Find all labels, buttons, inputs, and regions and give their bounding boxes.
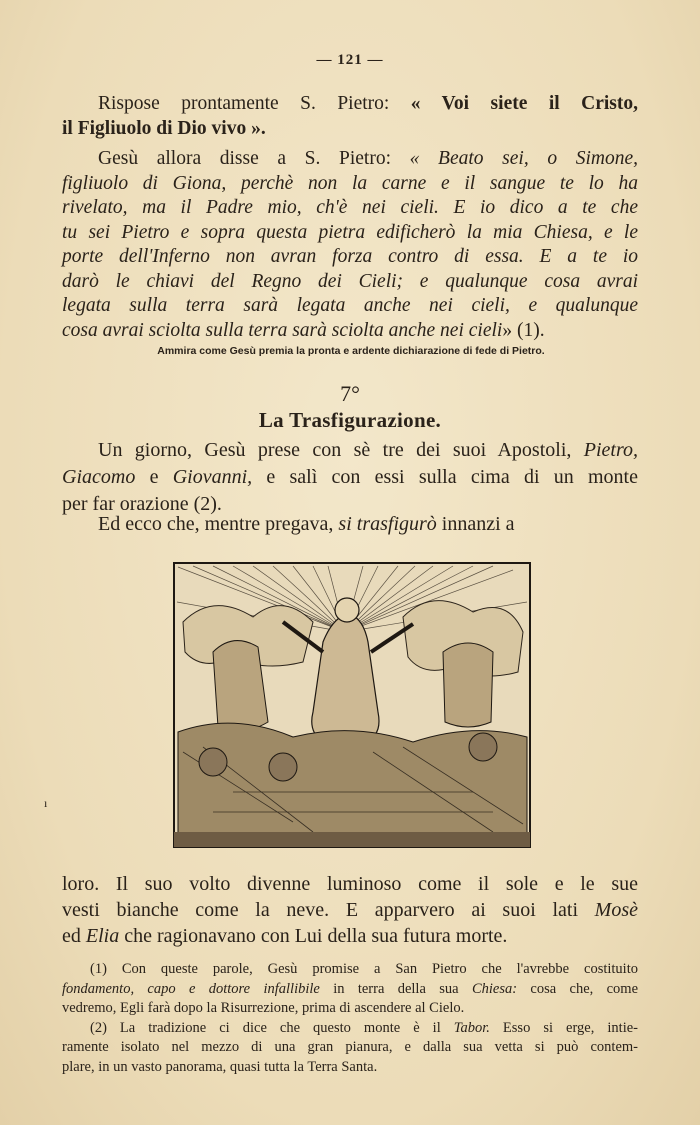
text-run: rivelato, ma il Padre mio, ch'è nei cieli. E io dico a te che <box>62 197 638 218</box>
paragraph-transfiguration <box>62 871 638 949</box>
section-title: La Trasfigurazione. <box>258 408 442 432</box>
text-line <box>62 147 638 172</box>
text-run: fondamento, capo e dottore infallibile <box>62 980 320 997</box>
section-number: 7° <box>340 381 360 406</box>
text-line <box>62 437 638 464</box>
text-line <box>62 1038 638 1058</box>
text-line <box>62 294 638 319</box>
text-run: ed <box>62 925 86 947</box>
text-run: » (1). <box>502 319 545 341</box>
paragraph-prayer <box>62 512 638 537</box>
text-run: (2) La tradizione ci dice che questo monte è il <box>90 1019 454 1036</box>
text-line <box>62 871 638 897</box>
footnotes <box>62 960 638 1077</box>
text-run: Giovanni, <box>172 466 253 488</box>
text-line <box>62 1058 638 1078</box>
text-run: « Beato sei, o Simone, <box>409 148 638 169</box>
text-run: vedremo, Egli farà dopo la Risurrezione, prima di ascendere al Cielo. <box>62 1000 465 1016</box>
text-line <box>62 1019 638 1039</box>
text-line <box>62 980 638 1000</box>
text-run: il Figliuolo di Dio vivo ». <box>62 117 266 139</box>
text-line <box>62 172 638 197</box>
text-run: in terra della sua <box>319 980 472 997</box>
paragraph-peter-answer <box>62 92 638 141</box>
text-line <box>62 512 638 537</box>
text-run: Rispose prontamente S. Pietro: <box>98 93 411 114</box>
text-run: per far orazione (2). <box>62 493 222 515</box>
text-line <box>62 92 638 117</box>
text-line <box>62 117 638 142</box>
text-run: innanzi a <box>436 513 515 535</box>
paragraph-intro <box>62 437 638 518</box>
text-line <box>62 464 638 491</box>
text-run: vesti bianche come la neve. E apparvero ai suoi lati <box>62 899 595 921</box>
text-run: Chiesa: <box>471 980 518 997</box>
text-line <box>62 245 638 270</box>
text-run: Pietro, <box>583 439 638 461</box>
text-run: porte dell'Inferno non avran forza contro di essa. E a te io <box>62 246 638 267</box>
text-run: ramente isolato nel mezzo di una gran pianura, e dalla sua vetta si può contem- <box>62 1039 638 1055</box>
text-line <box>62 196 638 221</box>
text-run: legata sulla terra sarà legata anche nei cieli, e qualunque <box>62 295 638 316</box>
text-run: Mosè <box>594 899 638 921</box>
text-run: Gesù allora disse a S. Pietro: <box>98 148 410 169</box>
text-line <box>62 999 638 1019</box>
text-run: cosa avrai sciolta sulla terra sarà sciolta anche nei cieli <box>62 319 503 341</box>
text-run: « Voi siete il Cristo, <box>410 93 638 114</box>
text-run: Elia <box>85 925 120 947</box>
text-line <box>62 270 638 295</box>
text-run: e salì con essi sulla cima di un monte <box>252 466 638 488</box>
study-note: Ammira come Gesù premia la pronta e ardente dichiarazione di fede di Pietro. <box>157 345 545 357</box>
text-run: Un giorno, Gesù prese con sè tre dei suoi Apostoli, <box>98 439 584 461</box>
margin-mark: ı <box>44 796 48 810</box>
text-run: figliuolo di Giona, perchè non la carne e il sangue te lo ha <box>62 172 638 194</box>
page-number: — 121 — <box>316 52 384 68</box>
text-run: Ed ecco che, mentre pregava, <box>98 513 339 535</box>
text-run: Giacomo <box>62 466 136 488</box>
text-line <box>62 319 638 344</box>
text-line <box>62 923 638 949</box>
transfiguration-engraving <box>173 562 531 848</box>
text-line <box>62 897 638 923</box>
text-line <box>62 221 638 246</box>
text-run: (1) Con queste parole, Gesù promise a San Pietro che l'avrebbe costituito <box>90 961 638 977</box>
text-run: Esso si erge, intie- <box>489 1019 638 1036</box>
text-run: che ragionavano con Lui della sua futura morte. <box>119 925 508 947</box>
text-run: si trasfigurò <box>338 513 437 535</box>
text-run: loro. Il suo volto divenne luminoso come il sole e le sue <box>62 873 638 895</box>
text-run: cosa che, come <box>517 980 639 997</box>
text-run: plare, in un vasto panorama, quasi tutta la Terra Santa. <box>62 1058 378 1075</box>
text-line <box>62 960 638 980</box>
text-run: darò le chiavi del Regno dei Cieli; e qualunque cosa avrai <box>62 270 638 292</box>
paragraph-jesus-reply <box>62 147 638 343</box>
text-run: e <box>135 466 173 488</box>
text-run: Tabor. <box>453 1019 490 1036</box>
text-run: tu sei Pietro e sopra questa pietra edificherò la mia Chiesa, e le <box>62 221 638 243</box>
